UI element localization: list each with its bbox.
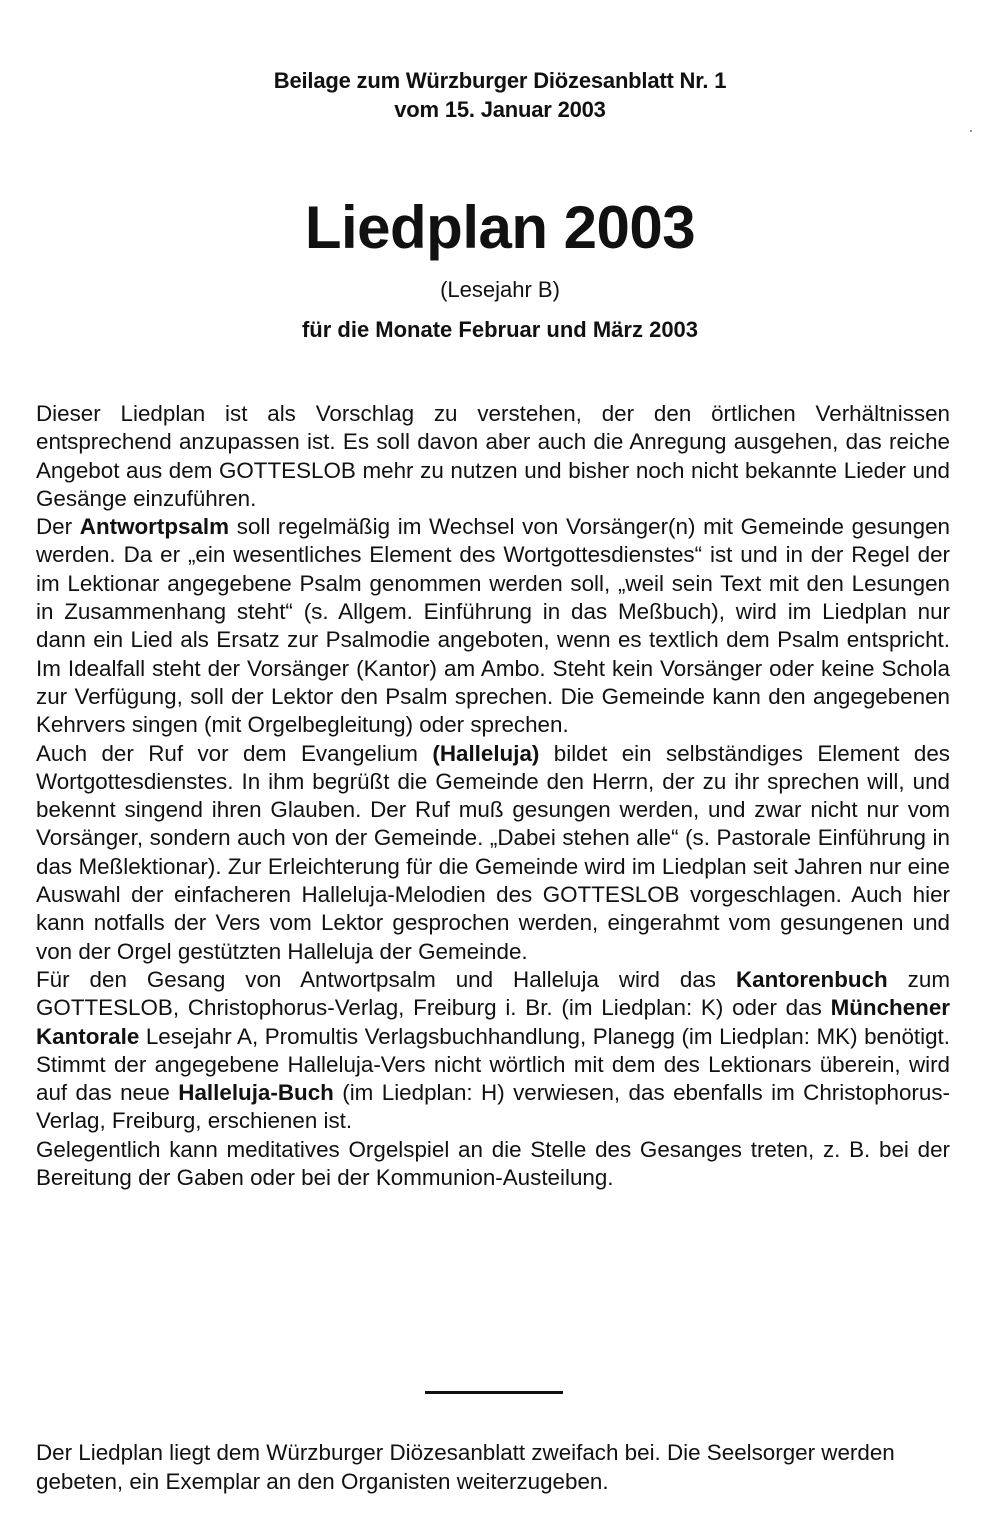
body-text xyxy=(36,400,950,1192)
paragraph-antwortpsalm: Der Antwortpsalm soll regelmäßig im Wechsel von Vorsänger(n) mit Gemeinde gesungen werden. Da er „ein wesentliches Element des Wortgottesdienstes“ ist und in der Regel der im Lektionar angegebene Psalm genommen werden soll, „weil sein Text mit den Lesungen in Zusammenhang steht“ (s. Allgem. Einführung in das Meßbuch), wird im Liedplan nur dann ein Lied als Ersatz zur Psalmodie angeboten, wenn es textlich dem Psalm entspricht. Im Idealfall steht der Vorsänger (Kantor) am Ambo. Steht kein Vorsänger oder keine Schola zur Verfügung, soll der Lektor den Psalm sprechen. Die Gemeinde kann den angegebenen Kehrvers singen (mit Orgelbegleitung) oder sprechen. xyxy=(36,514,950,738)
header-line-1: Beilage zum Würzburger Diözesanblatt Nr. 1 xyxy=(273,68,727,93)
months-line: für die Monate Februar und März 2003 xyxy=(301,317,699,342)
supplement-header xyxy=(0,66,1000,124)
paragraph-kantorenbuch: Für den Gesang von Antwortpsalm und Halleluja wird das Kantorenbuch zum GOTTESLOB, Christophorus-Verlag, Freiburg i. Br. (im Liedplan: K) oder das Münchener Kantorale Lesejahr A, Promultis Verlagsbuchhandlung, Planegg (im Liedplan: MK) benötigt. Stimmt der angegebene Halleluja-Vers nicht wörtlich mit dem des Lektionars überein, wird auf das neue Halleluja-Buch (im Liedplan: H) verwiesen, das ebenfalls im Christophorus-Verlag, Freiburg, erschienen ist. xyxy=(36,966,950,1134)
paragraph-halleluja: Auch der Ruf vor dem Evangelium (Halleluja) bildet ein selbständiges Element des Wortgottesdienstes. In ihm begrüßt die Gemeinde den Herrn, der zu ihr sprechen will, und bekennt singend ihren Glauben. Der Ruf muß gesungen werden, und zwar nicht nur vom Vorsänger, sondern auch von der Gemeinde. „Dabei stehen alle“ (s. Pastorale Einführung in das Meßlektionar). Zur Erleichterung für die Gemeinde wird im Liedplan seit Jahren nur eine Auswahl der einfacheren Halleluja-Melodien des GOTTESLOB vorgeschlagen. Auch hier kann notfalls der Vers vom Lektor gesprochen werden, eingerahmt vom gesungenen und von der Orgel gestützten Halleluja der Gemeinde. xyxy=(36,740,950,964)
term-antwortpsalm: Antwortpsalm xyxy=(79,514,230,540)
term-halleluja-buch: Halleluja-Buch xyxy=(178,1080,334,1106)
footer-text: Der Liedplan liegt dem Würzburger Diözesanblatt zweifach bei. Die Seelsorger werden gebeten, ein Exemplar an den Organisten weiterzugeben. xyxy=(36,1440,895,1494)
paragraph-orgelspiel: Gelegentlich kann meditatives Orgelspiel an die Stelle des Gesanges treten, z. B. bei der Bereitung der Gaben oder bei der Kommunion-Austeilung. xyxy=(36,1136,950,1191)
footer-note xyxy=(36,1438,956,1496)
paragraph-intro: Dieser Liedplan ist als Vorschlag zu verstehen, der den örtlichen Verhältnissen entsprechend anzupassen ist. Es soll davon aber auch die Anregung ausgehen, das reiche Angebot aus dem GOTTESLOB mehr zu nutzen und bisher noch nicht bekannte Lieder und Gesänge einzuführen. xyxy=(36,401,950,511)
term-kantorenbuch: Kantorenbuch xyxy=(735,966,888,992)
term-muenchener-kantorale: Münchener Kantorale xyxy=(36,995,950,1049)
term-halleluja: (Halleluja) xyxy=(432,740,540,766)
scan-speck xyxy=(970,130,972,132)
document-title: Liedplan 2003 xyxy=(304,194,696,261)
section-divider xyxy=(425,1391,563,1394)
document-subtitle: (Lesejahr B) xyxy=(440,277,560,302)
header-line-2: vom 15. Januar 2003 xyxy=(394,97,606,122)
